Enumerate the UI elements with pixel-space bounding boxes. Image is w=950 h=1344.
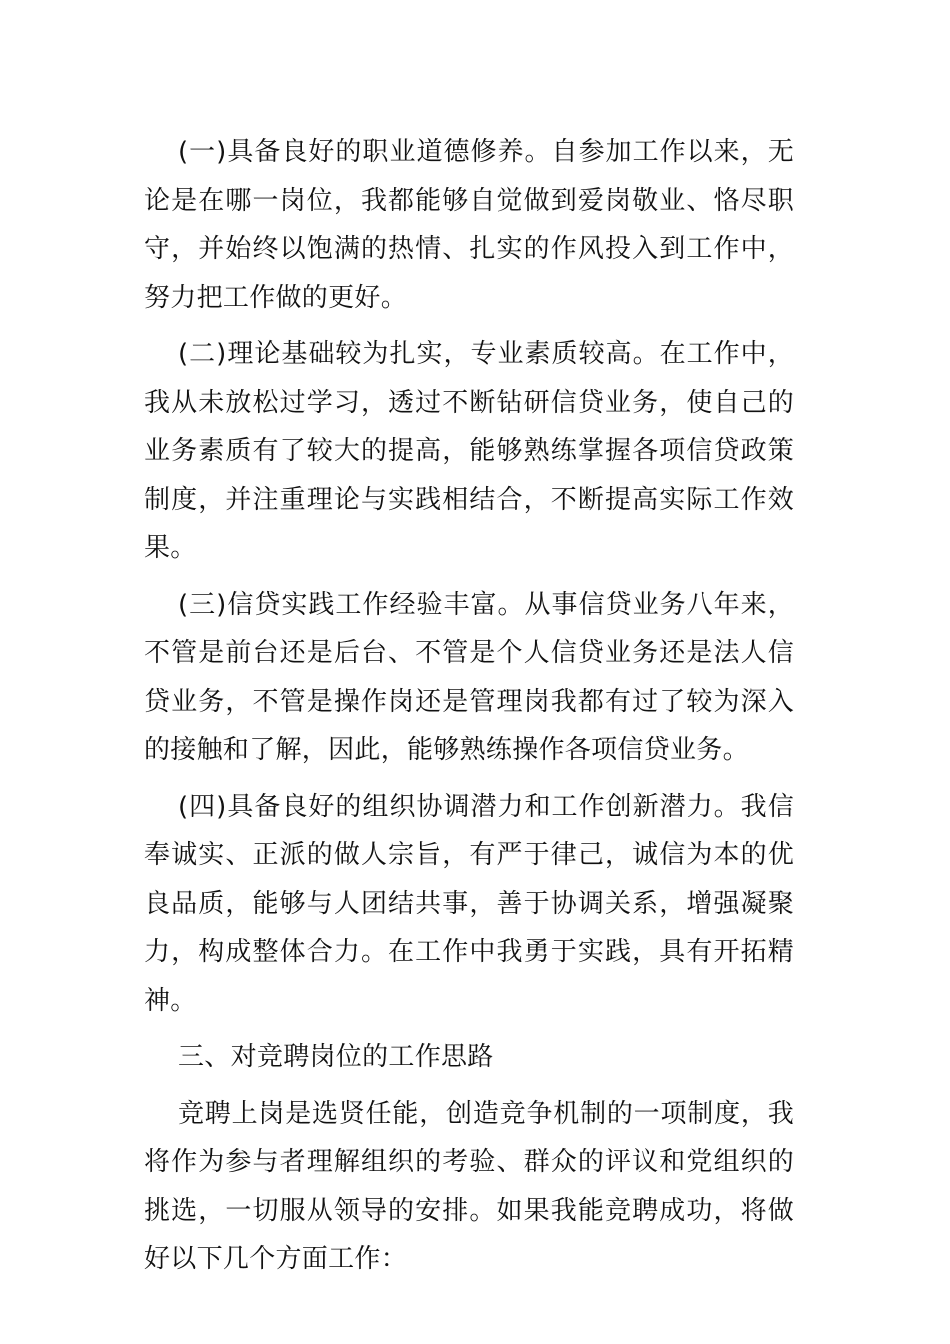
paragraph-professional-ethics: (一)具备良好的职业道德修养。自参加工作以来，无论是在哪一岗位，我都能够自觉做到爱岗敬业、恪尽职守，并始终以饱满的热情、扎实的作风投入到工作中，努力把工作做的更好。 <box>144 137 794 313</box>
section-heading-work-approach: 三、对竞聘岗位的工作思路 <box>178 1042 494 1072</box>
paragraph-credit-experience: (三)信贷实践工作经验丰富。从事信贷业务八年来，不管是前台还是后台、不管是个人信贷业务还是法人信贷业务，不管是操作岗还是管理岗我都有过了较为深入的接触和了解，因此，能够熟练操作各项信贷业务。 <box>144 589 794 765</box>
paragraph-competition-statement: 竞聘上岗是选贤任能，创造竞争机制的一项制度，我将作为参与者理解组织的考验、群众的评议和党组织的挑选，一切服从领导的安排。如果我能竞聘成功，将做好以下几个方面工作： <box>144 1098 794 1274</box>
paragraph-coordination-ability: (四)具备良好的组织协调潜力和工作创新潜力。我信奉诚实、正派的做人宗旨，有严于律己，诚信为本的优良品质，能够与人团结共事，善于协调关系，增强凝聚力，构成整体合力。在工作中我勇于实践，具有开拓精神。 <box>144 791 794 1016</box>
paragraph-theoretical-foundation: (二)理论基础较为扎实，专业素质较高。在工作中，我从未放松过学习，透过不断钻研信贷业务，使自己的业务素质有了较大的提高，能够熟练掌握各项信贷政策制度，并注重理论与实践相结合，不断提高实际工作效果。 <box>144 339 794 563</box>
document-body <box>144 128 794 1284</box>
